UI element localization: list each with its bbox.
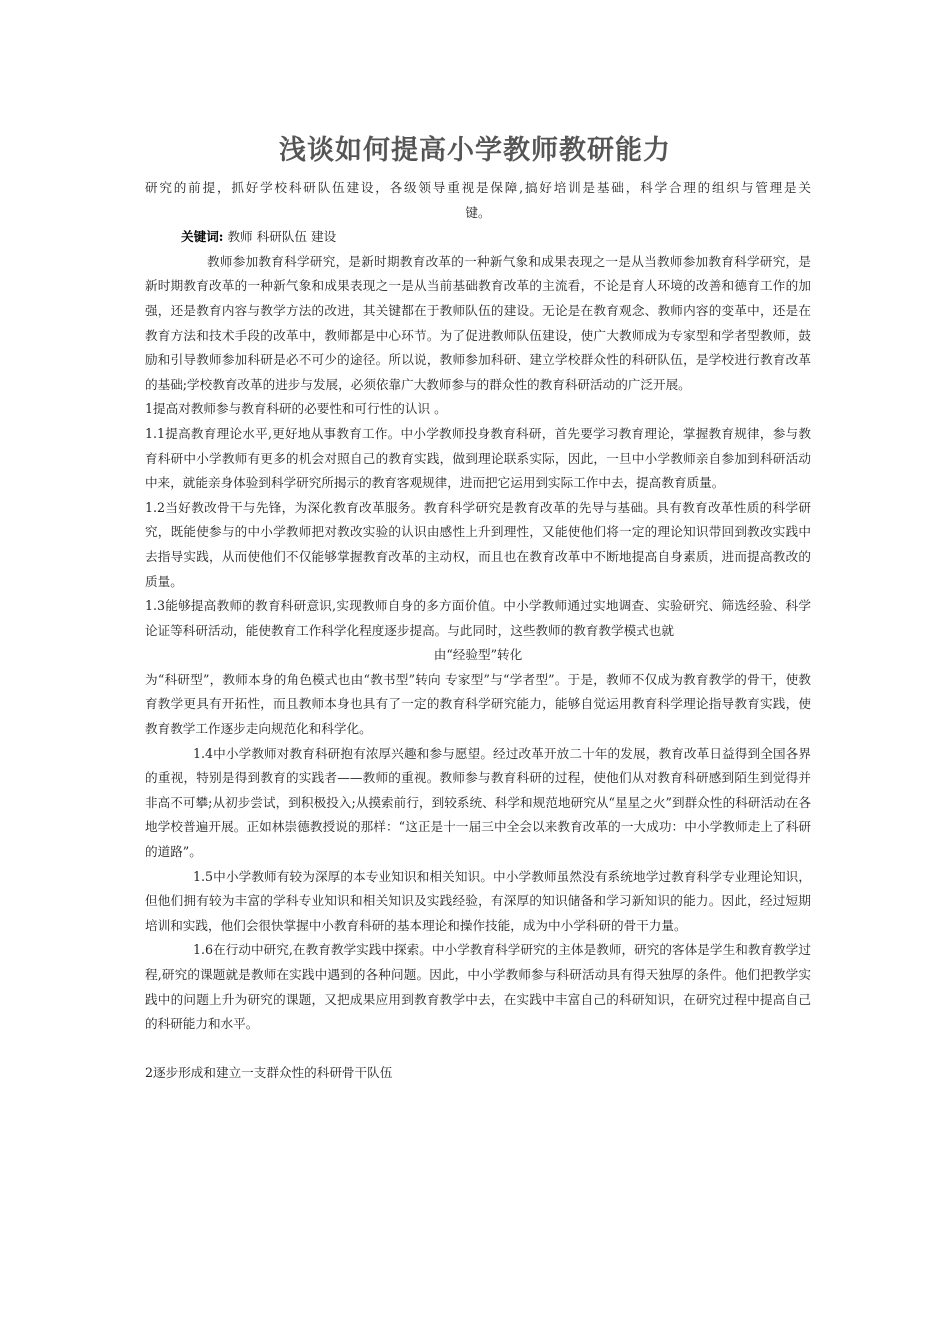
document-title: 浅谈如何提高小学教师教研能力 [279,135,671,166]
section-heading-2: 2逐步形成和建立一支群众性的科研骨干队伍 [145,1064,393,1080]
paragraph-1-3-continued: 为“科研型”，教师本身的角色模式也由“教书型”转向 专家型”与“学者型”。于是，教师不仅成为教育教学的骨干，使教育教学更具有开拓性，而且教师本身也具有了一定的教育科学研究能力，能够自觉运用教育科学理论指导教育实践，使教育教学工作逐步走向规范化和科学化。 [145,671,811,737]
intro-paragraph: 教师参加教育科学研究，是新时期教育改革的一种新气象和成果表现之一是从当教师参加教育科学研究，是新时期教育改革的一种新气象和成果表现之一是从当前基础教育改革的主流看，不论是育人环境的改善和德育工作的加强，还是教育内容与教学方法的改进，其关键都在于教师队伍的建设。无论是在教育观念、教师内容的变革中，还是在教育方法和技术手段的改革中，教师都是中心环节。为了促进教师队伍建设，使广大教师成为专家型和学者型教师，鼓励和引导教师参加科研是必不可少的途径。所以说，教师参加科研、建立学校群众性的科研队伍，是学校进行教育改革的基础;学校教育改革的进步与发展，必须依靠广大教师参与的群众性的教育科研活动的广泛开展。 [145,253,811,392]
paragraph-1-5: 1.5中小学教师有较为深厚的本专业知识和相关知识。中小学教师虽然没有系统地学过教育科学专业理论知识，但他们拥有较为丰富的学科专业知识和相关知识及实践经验，有深厚的知识储备和学习新知识的能力。因此，经过短期培训和实践，他们会很快掌握中小教育科研的基本理论和操作技能，成为中小学科研的骨干力量。 [145,868,811,933]
paragraph-1-6: 1.6在行动中研究,在教育教学实践中探索。中小学教育科学研究的主体是教师，研究的客体是学生和教育教学过程,研究的课题就是教师在实践中遇到的各种问题。因此，中小学教师参与科研活动具有得天独厚的条件。他们把教学实践中的问题上升为研究的课题，又把成果应用到教育教学中去，在实践中丰富自己的科研知识，在研究过程中提高自己的科研能力和水平。 [145,942,811,1032]
abstract-line-end: 键。 [465,204,491,220]
section-heading-1: 1提高对教师参与教育科研的必要性和可行性的认识 。 [145,401,447,417]
paragraph-1-3-center: 由“经验型”转化 [433,647,523,663]
keywords-text: 教师 科研队伍 建设 [227,229,337,245]
spacer [145,1037,811,1061]
paragraph-1-2: 1.2当好教改骨干与先锋，为深化教育改革服务。教育科学研究是教育改革的先导与基础。具有教育改革性质的科学研究，既能使参与的中小学教师把对教改实验的认识由感性上升到理性，又能使他们将一定的理论知识带回到教改实践中去指导实践，从而使他们不仅能够掌握教育改革的主动权，而且也在教育改革中不断地提高自身素质，进而提高教改的质量。 [145,499,811,589]
paragraph-1-3: 1.3能够提高教师的教育科研意识,实现教师自身的多方面价值。中小学教师通过实地调查、实验研究、筛选经验、科学论证等科研活动，能使教育工作科学化程度逐步提高。与此同时，这些教师的教育教学模式也就 [145,598,811,638]
abstract-line: 研究的前提，抓好学校科研队伍建设，各级领导重视是保障,搞好培训是基础，科学合理的组织与管理是关 [145,180,811,195]
paragraph-1-4: 1.4中小学教师对教育科研抱有浓厚兴趣和参与愿望。经过改革开放二十年的发展，教育改革日益得到全国各界的重视，特别是得到教育的实践者——教师的重视。教师参与教育科研的过程，使他们从对教育科研感到陌生到觉得并非高不可攀;从初步尝试，到积极投入;从摸索前行，到较系统、科学和规范地研究从“星星之火”到群众性的科研活动在各地学校普遍开展。正如林崇德教授说的那样：“这正是十一届三中全会以来教育改革的一大成功：中小学教师走上了科研的道路”。 [145,745,811,860]
keywords [145,225,811,250]
document-body [145,176,811,1085]
keywords-label: 关键词: [181,229,224,245]
paragraph-1-1: 1.1提高教育理论水平,更好地从事教育工作。中小学教师投身教育科研，首先要学习教育理论，掌握教育规律，参与教育科研中小学教师有更多的机会对照自己的教育实践，做到理论联系实际，因此，一旦中小学教师亲自参加到科研活动中来，就能亲身体验到科学研究所揭示的教育客观规律，进而把它运用到实际工作中去，提高教育质量。 [145,425,811,491]
